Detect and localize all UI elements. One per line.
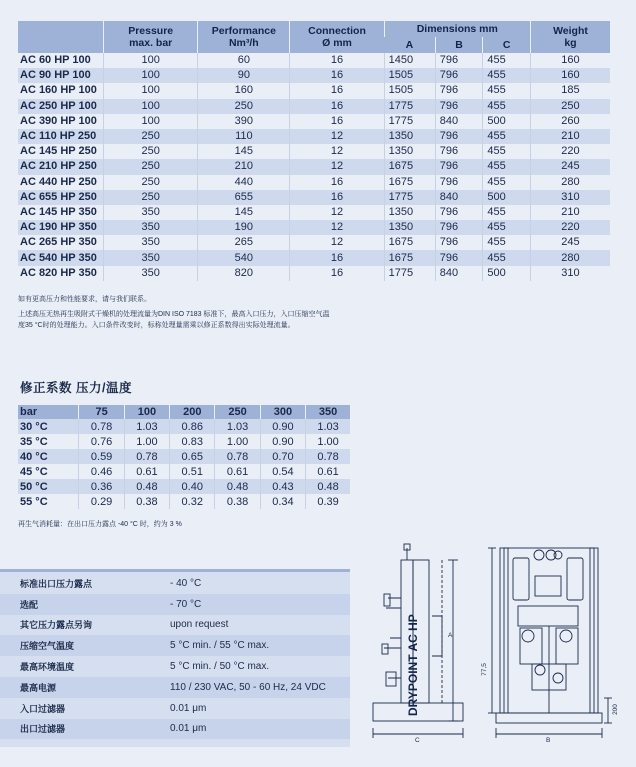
correction-cell: 1.00 <box>215 434 260 449</box>
spec-cell-connection: 12 <box>290 159 384 174</box>
correction-cell: 0.32 <box>170 494 215 509</box>
dryer-drawing-svg <box>360 538 632 750</box>
spec-cell-performance: 820 <box>198 266 290 281</box>
correction-cell: 0.39 <box>306 494 350 509</box>
spec-cell-b: 796 <box>435 68 483 83</box>
spec-cell-a: 1450 <box>384 53 435 68</box>
technical-value: 110 / 230 VAC, 50 - 60 Hz, 24 VDC <box>170 677 350 698</box>
spec-row <box>18 144 610 159</box>
note-line-3: 度35 °C时的处理能力。入口条件改变时，标称处理量需乘以修正系数得出实际处理流量。 <box>18 322 295 329</box>
spec-cell-connection: 16 <box>290 190 384 205</box>
performance-header-l1: Performance <box>211 25 276 37</box>
spec-cell-a: 1350 <box>384 220 435 235</box>
correction-row <box>18 494 350 509</box>
correction-cell: 40 °C <box>18 449 79 464</box>
note-line-2: 上述高压无热再生吸附式干燥机的处理流量为DIN ISO 7183 标准下，最高入口压力，入口压缩空气温 <box>18 310 330 318</box>
spec-cell-pressure: 350 <box>104 205 198 220</box>
spec-cell-a: 1350 <box>384 144 435 159</box>
correction-header-row <box>18 405 350 419</box>
spec-cell-b: 796 <box>435 129 483 144</box>
correction-cell: 0.61 <box>124 464 169 479</box>
technical-value: - 70 °C <box>170 594 350 615</box>
correction-cell: 50 °C <box>18 479 79 494</box>
correction-cell: 0.61 <box>215 464 260 479</box>
correction-table <box>18 405 350 509</box>
model-header <box>18 21 104 53</box>
spec-cell-model: AC 145 HP 350 <box>18 205 104 220</box>
spec-cell-performance: 265 <box>198 235 290 250</box>
spec-cell-b: 796 <box>435 99 483 114</box>
pressure-header-l2: max. bar <box>129 37 173 49</box>
weight-header-l1: Weight <box>553 25 588 37</box>
correction-cell: 0.78 <box>306 449 350 464</box>
technical-value: 0.01 μm <box>170 719 350 740</box>
spec-cell-model: AC 110 HP 250 <box>18 129 104 144</box>
spec-cell-b: 796 <box>435 159 483 174</box>
weight-header-l2: kg <box>564 37 577 49</box>
connection-header-l1: Connection <box>308 25 366 37</box>
spec-cell-pressure: 100 <box>104 53 198 68</box>
correction-header-6: 350 <box>306 405 350 419</box>
spec-cell-a: 1775 <box>384 190 435 205</box>
spec-cell-a: 1350 <box>384 205 435 220</box>
spec-cell-weight: 160 <box>530 53 610 68</box>
label-c: C <box>415 737 420 744</box>
correction-cell: 0.78 <box>79 419 124 434</box>
spec-cell-model: AC 210 HP 250 <box>18 159 104 174</box>
spec-cell-performance: 160 <box>198 83 290 98</box>
spec-cell-b: 796 <box>435 205 483 220</box>
brand-vertical-label <box>404 598 420 716</box>
spec-cell-weight: 310 <box>530 190 610 205</box>
spec-cell-pressure: 250 <box>104 144 198 159</box>
spec-cell-performance: 190 <box>198 220 290 235</box>
spec-cell-performance: 250 <box>198 99 290 114</box>
spec-cell-a: 1505 <box>384 68 435 83</box>
correction-cell: 0.48 <box>306 479 350 494</box>
spec-cell-connection: 16 <box>290 99 384 114</box>
spec-cell-c: 500 <box>483 190 531 205</box>
spec-cell-weight: 250 <box>530 99 610 114</box>
spec-cell-b: 796 <box>435 235 483 250</box>
correction-cell: 0.78 <box>124 449 169 464</box>
spec-row <box>18 235 610 250</box>
spec-cell-performance: 90 <box>198 68 290 83</box>
spec-row <box>18 68 610 83</box>
correction-cell: 30 °C <box>18 419 79 434</box>
spec-cell-pressure: 250 <box>104 175 198 190</box>
spec-cell-connection: 16 <box>290 266 384 281</box>
dim-c-header: C <box>483 37 531 53</box>
correction-cell: 0.46 <box>79 464 124 479</box>
correction-cell: 45 °C <box>18 464 79 479</box>
spec-cell-b: 796 <box>435 250 483 265</box>
correction-cell: 55 °C <box>18 494 79 509</box>
correction-header-1: 75 <box>79 405 124 419</box>
label-b: B <box>546 737 551 744</box>
spec-cell-model: AC 60 HP 100 <box>18 53 104 68</box>
technical-value: - 40 °C <box>170 577 202 589</box>
correction-row <box>18 479 350 494</box>
correction-header-3: 200 <box>170 405 215 419</box>
spec-cell-c: 500 <box>483 266 531 281</box>
spec-cell-c: 500 <box>483 114 531 129</box>
technical-row <box>0 615 350 636</box>
correction-row <box>18 464 350 479</box>
spec-row <box>18 175 610 190</box>
spec-cell-pressure: 350 <box>104 250 198 265</box>
spec-cell-performance: 145 <box>198 144 290 159</box>
spec-cell-weight: 210 <box>530 129 610 144</box>
spec-cell-pressure: 350 <box>104 235 198 250</box>
spec-row <box>18 129 610 144</box>
spec-cell-b: 796 <box>435 175 483 190</box>
correction-cell: 0.65 <box>170 449 215 464</box>
correction-header-5: 300 <box>260 405 305 419</box>
spec-cell-a: 1675 <box>384 235 435 250</box>
spec-row <box>18 159 610 174</box>
correction-cell: 0.29 <box>79 494 124 509</box>
spec-cell-a: 1675 <box>384 175 435 190</box>
dimension-drawing <box>360 538 632 750</box>
spec-cell-b: 796 <box>435 83 483 98</box>
spec-cell-weight: 280 <box>530 175 610 190</box>
connection-header-l2: Ø mm <box>322 37 352 49</box>
spec-cell-b: 840 <box>435 266 483 281</box>
dimensions-header: Dimensions mm <box>384 21 530 37</box>
spec-cell-performance: 540 <box>198 250 290 265</box>
spec-cell-b: 840 <box>435 190 483 205</box>
spec-cell-connection: 12 <box>290 220 384 235</box>
dim-b-header: B <box>435 37 483 53</box>
technical-value: 0.01 μm <box>170 702 207 714</box>
spec-row <box>18 220 610 235</box>
spec-cell-connection: 16 <box>290 250 384 265</box>
spec-cell-c: 455 <box>483 83 531 98</box>
spec-cell-b: 796 <box>435 220 483 235</box>
spec-cell-pressure: 250 <box>104 190 198 205</box>
spec-row <box>18 53 610 68</box>
technical-row <box>0 594 350 615</box>
spec-cell-connection: 16 <box>290 68 384 83</box>
correction-cell: 1.00 <box>124 434 169 449</box>
correction-row <box>18 419 350 434</box>
technical-row <box>0 635 350 656</box>
correction-header-0: bar <box>18 405 79 419</box>
spec-cell-c: 455 <box>483 129 531 144</box>
spec-cell-a: 1675 <box>384 250 435 265</box>
spec-cell-weight: 210 <box>530 205 610 220</box>
correction-cell: 1.00 <box>306 434 350 449</box>
correction-cell: 0.70 <box>260 449 305 464</box>
spec-cell-weight: 310 <box>530 266 610 281</box>
technical-key: 出口过滤器 <box>0 719 170 740</box>
correction-cell: 0.40 <box>170 479 215 494</box>
correction-row <box>18 434 350 449</box>
technical-row <box>0 656 350 677</box>
spec-cell-connection: 12 <box>290 129 384 144</box>
spec-cell-performance: 110 <box>198 129 290 144</box>
technical-table-body <box>0 573 350 739</box>
correction-cell: 0.54 <box>260 464 305 479</box>
spec-cell-pressure: 100 <box>104 68 198 83</box>
correction-header-4: 250 <box>215 405 260 419</box>
spec-cell-weight: 220 <box>530 144 610 159</box>
correction-header-2: 100 <box>124 405 169 419</box>
correction-cell: 0.78 <box>215 449 260 464</box>
spec-cell-weight: 185 <box>530 83 610 98</box>
correction-cell: 0.38 <box>124 494 169 509</box>
spec-header-row-1 <box>18 21 610 37</box>
spec-cell-pressure: 350 <box>104 220 198 235</box>
spec-cell-a: 1775 <box>384 99 435 114</box>
spec-cell-weight: 220 <box>530 220 610 235</box>
spec-cell-model: AC 190 HP 350 <box>18 220 104 235</box>
spec-cell-a: 1775 <box>384 266 435 281</box>
spec-row <box>18 250 610 265</box>
technical-value: upon request <box>170 619 229 631</box>
spec-cell-pressure: 350 <box>104 266 198 281</box>
correction-cell: 1.03 <box>124 419 169 434</box>
correction-cell: 0.48 <box>215 479 260 494</box>
correction-cell: 0.59 <box>79 449 124 464</box>
spec-notes <box>18 294 618 332</box>
spec-cell-c: 455 <box>483 99 531 114</box>
technical-key: 压缩空气温度 <box>0 635 170 656</box>
spec-cell-pressure: 100 <box>104 99 198 114</box>
correction-cell: 1.03 <box>215 419 260 434</box>
spec-cell-model: AC 390 HP 100 <box>18 114 104 129</box>
spec-table-body <box>18 53 610 281</box>
spec-cell-c: 455 <box>483 53 531 68</box>
brand-text: DRYPOINT AC HP <box>406 614 420 716</box>
correction-cell: 0.83 <box>170 434 215 449</box>
spec-cell-performance: 210 <box>198 159 290 174</box>
spec-cell-c: 455 <box>483 250 531 265</box>
dim-a-header: A <box>384 37 435 53</box>
correction-cell: 0.38 <box>215 494 260 509</box>
spec-cell-model: AC 145 HP 250 <box>18 144 104 159</box>
correction-title: 修正系数 压力/温度 <box>20 381 132 395</box>
spec-cell-connection: 16 <box>290 175 384 190</box>
label-200: 200 <box>611 704 619 715</box>
pressure-header <box>104 21 198 53</box>
correction-cell: 0.76 <box>79 434 124 449</box>
spec-cell-c: 455 <box>483 68 531 83</box>
spec-cell-performance: 145 <box>198 205 290 220</box>
spec-cell-connection: 16 <box>290 53 384 68</box>
technical-key: 其它压力露点另询 <box>20 620 93 631</box>
pressure-header-l1: Pressure <box>128 25 174 37</box>
spec-cell-c: 455 <box>483 235 531 250</box>
spec-cell-c: 455 <box>483 220 531 235</box>
spec-cell-c: 455 <box>483 205 531 220</box>
spec-cell-weight: 260 <box>530 114 610 129</box>
spec-cell-model: AC 655 HP 250 <box>18 190 104 205</box>
front-base <box>496 713 602 723</box>
spec-cell-model: AC 160 HP 100 <box>18 83 104 98</box>
spec-cell-performance: 60 <box>198 53 290 68</box>
spec-cell-pressure: 100 <box>104 83 198 98</box>
spec-cell-model: AC 250 HP 100 <box>18 99 104 114</box>
technical-box-bar <box>0 569 350 572</box>
technical-key: 标准出口压力露点 <box>20 578 93 589</box>
label-a: A <box>448 632 453 639</box>
correction-cell: 0.86 <box>170 419 215 434</box>
correction-cell: 35 °C <box>18 434 79 449</box>
note-line-1: 如有更高压力和性能要求，请与我们联系。 <box>18 296 151 303</box>
spec-cell-weight: 280 <box>530 250 610 265</box>
spec-cell-connection: 12 <box>290 235 384 250</box>
spec-cell-model: AC 265 HP 350 <box>18 235 104 250</box>
correction-row <box>18 449 350 464</box>
spec-cell-performance: 440 <box>198 175 290 190</box>
spec-cell-a: 1505 <box>384 83 435 98</box>
spec-row <box>18 205 610 220</box>
spec-cell-model: AC 90 HP 100 <box>18 68 104 83</box>
spec-cell-pressure: 250 <box>104 129 198 144</box>
spec-cell-pressure: 100 <box>104 114 198 129</box>
technical-row <box>0 573 350 594</box>
label-775: 77,5 <box>480 663 488 676</box>
spec-row <box>18 190 610 205</box>
spec-cell-connection: 12 <box>290 144 384 159</box>
correction-note: 再生气消耗量：在出口压力露点 -40 °C 时，约为 3 % <box>18 521 182 528</box>
spec-row <box>18 99 610 114</box>
spec-row <box>18 83 610 98</box>
spec-cell-pressure: 250 <box>104 159 198 174</box>
spec-cell-weight: 245 <box>530 159 610 174</box>
spec-cell-model: AC 820 HP 350 <box>18 266 104 281</box>
spec-cell-weight: 160 <box>530 68 610 83</box>
performance-header <box>198 21 290 53</box>
spec-cell-c: 455 <box>483 144 531 159</box>
technical-value: 5 °C min. / 50 °C max. <box>170 661 270 673</box>
spec-cell-a: 1775 <box>384 114 435 129</box>
spec-cell-model: AC 440 HP 250 <box>18 175 104 190</box>
correction-cell: 1.03 <box>306 419 350 434</box>
correction-cell: 0.36 <box>79 479 124 494</box>
performance-header-l2: Nm³/h <box>228 37 259 49</box>
spec-cell-c: 455 <box>483 175 531 190</box>
correction-cell: 0.34 <box>260 494 305 509</box>
technical-key: 入口过滤器 <box>20 703 66 714</box>
correction-cell: 0.90 <box>260 434 305 449</box>
technical-value: 5 °C min. / 55 °C max. <box>170 635 350 656</box>
spec-row <box>18 266 610 281</box>
spec-table <box>18 21 610 281</box>
spec-cell-a: 1675 <box>384 159 435 174</box>
technical-key: 最高电源 <box>0 677 170 698</box>
correction-cell: 0.48 <box>124 479 169 494</box>
spec-cell-a: 1350 <box>384 129 435 144</box>
spec-cell-weight: 245 <box>530 235 610 250</box>
correction-cell: 0.90 <box>260 419 305 434</box>
spec-cell-connection: 16 <box>290 83 384 98</box>
correction-table-body <box>18 419 350 509</box>
spec-cell-performance: 655 <box>198 190 290 205</box>
technical-key: 选配 <box>0 594 170 615</box>
technical-row <box>0 677 350 698</box>
spec-cell-b: 796 <box>435 53 483 68</box>
technical-table <box>0 573 350 739</box>
weight-header <box>530 21 610 53</box>
spec-cell-c: 455 <box>483 159 531 174</box>
spec-cell-connection: 12 <box>290 205 384 220</box>
technical-row <box>0 719 350 740</box>
spec-cell-connection: 16 <box>290 114 384 129</box>
spec-cell-model: AC 540 HP 350 <box>18 250 104 265</box>
spec-cell-b: 840 <box>435 114 483 129</box>
spec-row <box>18 114 610 129</box>
correction-cell: 0.51 <box>170 464 215 479</box>
spec-cell-b: 796 <box>435 144 483 159</box>
spec-cell-performance: 390 <box>198 114 290 129</box>
correction-cell: 0.43 <box>260 479 305 494</box>
connection-header <box>290 21 384 53</box>
technical-row <box>0 698 350 719</box>
correction-cell: 0.61 <box>306 464 350 479</box>
technical-key: 最高环境温度 <box>20 662 75 673</box>
